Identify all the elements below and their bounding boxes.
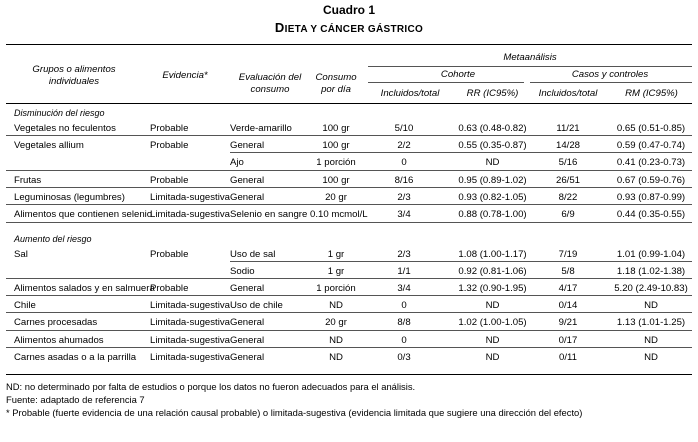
header-rule <box>368 66 692 67</box>
cell-included-cohort: 0 <box>401 157 407 168</box>
table-caption-number: Cuadro 1 <box>322 3 375 17</box>
note-source: Fuente: adaptado de referencia 7 <box>6 394 145 405</box>
cell-included-cc: 0/17 <box>558 335 578 346</box>
cell-evidence: Probable <box>150 249 189 260</box>
table-top-rule <box>6 44 692 45</box>
cell-consumption: ND <box>329 352 343 363</box>
cell-included-cc: 8/22 <box>558 192 578 203</box>
cell-included-cc: 5/16 <box>558 157 578 168</box>
cell-rm: 0.44 (0.35-0.55) <box>616 209 686 220</box>
cell-consumption: 20 gr <box>325 317 347 328</box>
cell-food-group: Alimentos salados y en salmuera <box>14 283 155 294</box>
cell-rr: ND <box>485 300 500 311</box>
header-evaluation: Evaluación del consumo <box>238 72 302 95</box>
cell-rr: 1.08 (1.00-1.17) <box>458 249 527 260</box>
section-increase: Aumento del riesgo <box>14 234 92 244</box>
cell-included-cc: 7/19 <box>558 249 578 260</box>
cell-evidence: Limitada-sugestiva <box>150 300 230 311</box>
header-rule <box>530 82 692 83</box>
cell-rr: 0.63 (0.48-0.82) <box>458 123 527 134</box>
header-bottom-rule <box>6 103 692 104</box>
cell-rr: 1.32 (0.90-1.95) <box>458 283 527 294</box>
cell-consumption: 20 gr <box>325 192 347 203</box>
cell-rm: ND <box>644 352 658 363</box>
row-separator <box>6 135 692 136</box>
cell-included-cohort: 1/1 <box>397 266 411 277</box>
table-bottom-rule <box>6 374 692 375</box>
cell-evidence: Probable <box>150 140 189 151</box>
cell-food-group: Carnes asadas o a la parrilla <box>14 352 137 363</box>
title-part: ÁNCER GÁSTRICO <box>327 24 424 35</box>
cell-rm: 1.13 (1.01-1.25) <box>616 317 686 328</box>
section-decrease: Disminución del riesgo <box>14 108 105 118</box>
cell-included-cohort: 0 <box>401 300 407 311</box>
cell-evaluation: General <box>230 192 265 203</box>
cell-included-cc: 0/14 <box>558 300 578 311</box>
cell-consumption: 1 porción <box>316 283 356 294</box>
row-separator <box>6 312 692 313</box>
cell-consumption: ND <box>329 335 343 346</box>
row-separator <box>6 278 692 279</box>
row-separator <box>6 204 692 205</box>
title-part: D <box>274 20 285 35</box>
cell-evidence: Limitada-sugestiva <box>150 317 230 328</box>
row-separator <box>6 170 692 171</box>
cell-evaluation: General <box>230 317 265 328</box>
cell-evaluation: Ajo <box>230 157 244 168</box>
cell-rr: 0.92 (0.81-1.06) <box>458 266 527 277</box>
cell-food-group: Chile <box>14 300 36 311</box>
header-rm: RM (IC95%) <box>625 88 678 99</box>
cell-rr: ND <box>485 335 500 346</box>
cell-evaluation: General <box>230 140 265 151</box>
cell-consumption: 1 gr <box>327 249 345 260</box>
cell-evaluation: General <box>230 175 265 186</box>
cell-rr: ND <box>485 352 500 363</box>
row-separator <box>6 222 692 223</box>
cell-included-cohort: 0/3 <box>397 352 411 363</box>
row-separator <box>230 261 692 262</box>
cell-evaluation: General <box>230 335 265 346</box>
cell-food-group: Alimentos que contienen selenio <box>14 209 153 220</box>
header-evidence: Evidencia* <box>162 70 208 81</box>
cell-included-cohort: 2/3 <box>397 192 411 203</box>
cell-included-cohort: 8/8 <box>397 317 411 328</box>
cell-rm: 1.01 (0.99-1.04) <box>616 249 686 260</box>
cell-rm: ND <box>644 335 658 346</box>
note-nd: ND: no determinado por falta de estudios o porque los datos no fueron adecuados para el análisis. <box>6 381 416 392</box>
cell-evidence: Probable <box>150 175 189 186</box>
cell-rm: 0.41 (0.23-0.73) <box>616 157 686 168</box>
cell-included-cc: 6/9 <box>561 209 575 220</box>
header-rr: RR (IC95%) <box>466 88 519 99</box>
row-separator <box>6 295 692 296</box>
cell-evaluation: Uso de sal <box>230 249 276 260</box>
cell-rr: 1.02 (1.00-1.05) <box>458 317 527 328</box>
header-included-cohort: Incluidos/total <box>380 88 440 99</box>
header-casecontrol: Casos y controles <box>571 69 649 80</box>
cell-evaluation: Uso de chile <box>230 300 283 311</box>
cell-evidence: Probable <box>150 283 189 294</box>
cell-included-cohort: 2/2 <box>397 140 411 151</box>
cell-consumption: 0.10 mcmol/L <box>310 209 368 220</box>
cell-evaluation: General <box>230 283 265 294</box>
cell-rm: ND <box>644 300 658 311</box>
cell-included-cc: 4/17 <box>558 283 578 294</box>
row-separator <box>230 152 692 153</box>
cell-food-group: Frutas <box>14 175 42 186</box>
cell-consumption: ND <box>329 300 343 311</box>
cell-food-group: Leguminosas (legumbres) <box>14 192 125 203</box>
cell-consumption: 100 gr <box>322 140 350 151</box>
cell-rr: ND <box>485 157 500 168</box>
cell-included-cohort: 2/3 <box>397 249 411 260</box>
note-evidence: * Probable (fuerte evidencia de una relación causal probable) o limitada-sugestiva (evidencia limitada que sugiere una dirección del efecto) <box>6 407 583 418</box>
cell-evaluation: Selenio en sangre <box>230 209 308 220</box>
cell-evidence: Limitada-sugestiva <box>150 192 230 203</box>
cell-evaluation: Sodio <box>230 266 255 277</box>
cell-evaluation: Verde-amarillo <box>230 123 292 134</box>
cell-included-cc: 14/28 <box>555 140 580 151</box>
cell-evidence: Limitada-sugestiva <box>150 352 230 363</box>
table-title <box>0 20 698 35</box>
cell-consumption: 100 gr <box>322 175 350 186</box>
cell-included-cc: 9/21 <box>558 317 578 328</box>
cell-consumption: 100 gr <box>322 123 350 134</box>
cell-rm: 0.93 (0.87-0.99) <box>616 192 686 203</box>
cell-rm: 0.67 (0.59-0.76) <box>616 175 686 186</box>
cell-included-cohort: 3/4 <box>397 209 411 220</box>
row-separator <box>6 330 692 331</box>
header-meta: Metaanálisis <box>503 52 557 63</box>
row-separator <box>6 187 692 188</box>
row-separator <box>6 347 692 348</box>
cell-food-group: Carnes procesadas <box>14 317 98 328</box>
cell-included-cc: 26/51 <box>555 175 580 186</box>
header-included-cc: Incluidos/total <box>538 88 598 99</box>
cell-rm: 0.59 (0.47-0.74) <box>616 140 686 151</box>
title-part: IETA Y C <box>284 24 328 35</box>
cell-included-cohort: 0 <box>401 335 407 346</box>
header-cohort: Cohorte <box>440 69 476 80</box>
cell-food-group: Sal <box>14 249 28 260</box>
cell-rr: 0.55 (0.35-0.87) <box>458 140 527 151</box>
cell-rr: 0.88 (0.78-1.00) <box>458 209 527 220</box>
cell-included-cc: 11/21 <box>556 123 580 134</box>
cell-rm: 1.18 (1.02-1.38) <box>616 266 686 277</box>
cell-included-cc: 5/8 <box>561 266 575 277</box>
cell-included-cohort: 8/16 <box>394 175 414 186</box>
cell-consumption: 1 gr <box>327 266 345 277</box>
cell-food-group: Vegetales no feculentos <box>14 123 116 134</box>
header-rule <box>368 82 524 83</box>
cell-included-cohort: 5/10 <box>394 123 414 134</box>
cell-included-cc: 0/11 <box>559 352 577 363</box>
cell-evidence: Limitada-sugestiva <box>150 209 230 220</box>
header-consumption: Consumo por día <box>315 72 357 95</box>
cell-rr: 0.95 (0.89-1.02) <box>458 175 527 186</box>
cell-rr: 0.93 (0.82-1.05) <box>458 192 527 203</box>
cell-evidence: Probable <box>150 123 189 134</box>
cell-food-group: Vegetales allium <box>14 140 84 151</box>
header-group: Grupos o alimentos individuales <box>32 64 116 87</box>
cell-consumption: 1 porción <box>316 157 356 168</box>
cell-rm: 0.65 (0.51-0.85) <box>616 123 686 134</box>
cell-food-group: Alimentos ahumados <box>14 335 104 346</box>
cell-evidence: Limitada-sugestiva <box>150 335 230 346</box>
cell-evaluation: General <box>230 352 265 363</box>
cell-included-cohort: 3/4 <box>397 283 411 294</box>
cell-rm: 5.20 (2.49-10.83) <box>614 283 688 294</box>
